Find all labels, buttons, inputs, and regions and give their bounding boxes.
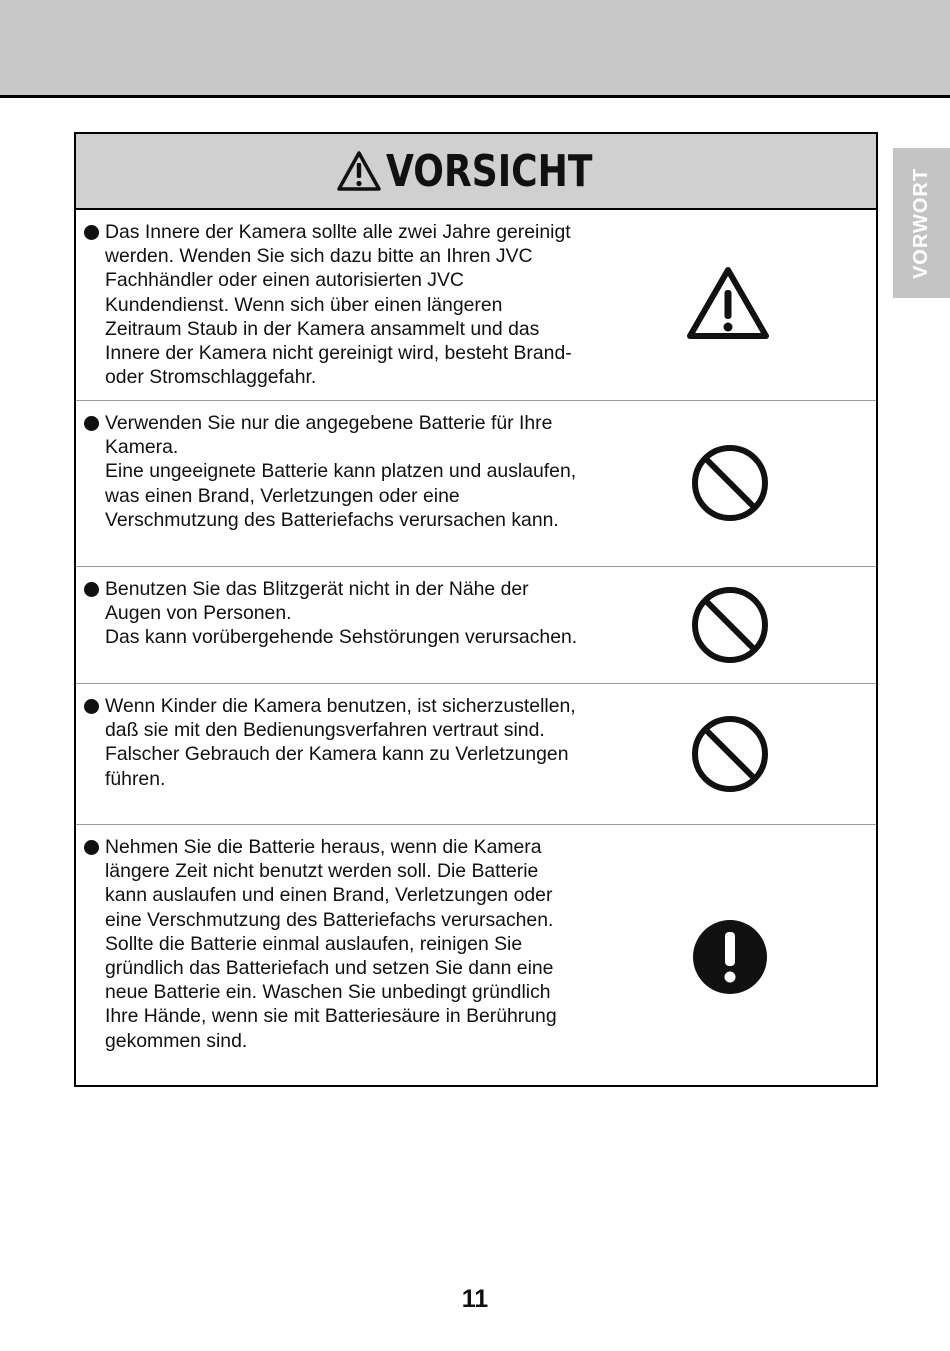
- caution-item: [76, 825, 876, 1085]
- caution-item-text: [84, 835, 584, 1053]
- caution-item: [76, 567, 876, 684]
- page-number: 11: [461, 1285, 489, 1313]
- caution-header: [76, 134, 876, 210]
- caution-item: [76, 684, 876, 825]
- caution-item: [76, 210, 876, 401]
- warning-triangle-icon: [336, 150, 382, 192]
- caution-paragraph: Falscher Gebrauch der Kamera kann zu Verletzungen führen.: [105, 743, 569, 790]
- caution-paragraph: Das kann vorübergehende Sehstörungen verursachen.: [105, 626, 578, 649]
- header-band: [0, 0, 950, 98]
- section-tab: [893, 148, 950, 298]
- caution-title: VORSICHT: [386, 145, 593, 197]
- caution-paragraph: Nehmen Sie die Batterie heraus, wenn die Kamera längere Zeit nicht benutzt werden soll. Die Batterie kann auslaufen und einen Brand, Verletzungen oder eine Verschmutzung des Batteriefachs verursachen.: [84, 835, 584, 932]
- caution-paragraph: Das Innere der Kamera sollte alle zwei Jahre gereinigt werden. Wenden Sie sich dazu bitte an Ihren JVC Fachhändler oder einen autorisierten JVC Kundendienst. Wenn sich über einen längeren Zeitraum Staub in der Kamera ansammelt und das Innere der Kamera nicht gereinigt wird, besteht Brand- oder Stromschlaggefahr.: [84, 220, 584, 389]
- caution-item-text: [84, 694, 584, 791]
- warning-triangle-icon: [686, 266, 770, 340]
- caution-box: [74, 132, 878, 1087]
- prohibition-icon: [690, 443, 770, 523]
- caution-paragraph: Wenn Kinder die Kamera benutzen, ist sicherzustellen, daß sie mit den Bedienungsverfahren vertraut sind.: [84, 694, 584, 742]
- caution-paragraph: Benutzen Sie das Blitzgerät nicht in der Nähe der Augen von Personen.: [84, 577, 584, 625]
- prohibition-icon: [690, 714, 770, 794]
- caution-item-text: [84, 411, 584, 532]
- section-tab-label: VORWORT: [910, 167, 933, 279]
- caution-paragraph: Eine ungeeignete Batterie kann platzen und auslaufen, was einen Brand, Verletzungen oder eine Verschmutzung des Batteriefachs verursachen kann.: [105, 460, 577, 531]
- caution-item: [76, 401, 876, 567]
- mandatory-exclamation-icon: [692, 919, 768, 995]
- caution-item-text: [84, 577, 584, 650]
- caution-item-text: [84, 220, 584, 389]
- caution-paragraph: Verwenden Sie nur die angegebene Batterie für Ihre Kamera.: [84, 411, 584, 459]
- prohibition-icon: [690, 585, 770, 665]
- caution-paragraph: Sollte die Batterie einmal auslaufen, reinigen Sie gründlich das Batteriefach und setzen Sie dann eine neue Batterie ein. Waschen Sie unbedingt gründlich Ihre Hände, wenn sie mit Batteriesäure in Berührung gekommen sind.: [105, 932, 557, 1052]
